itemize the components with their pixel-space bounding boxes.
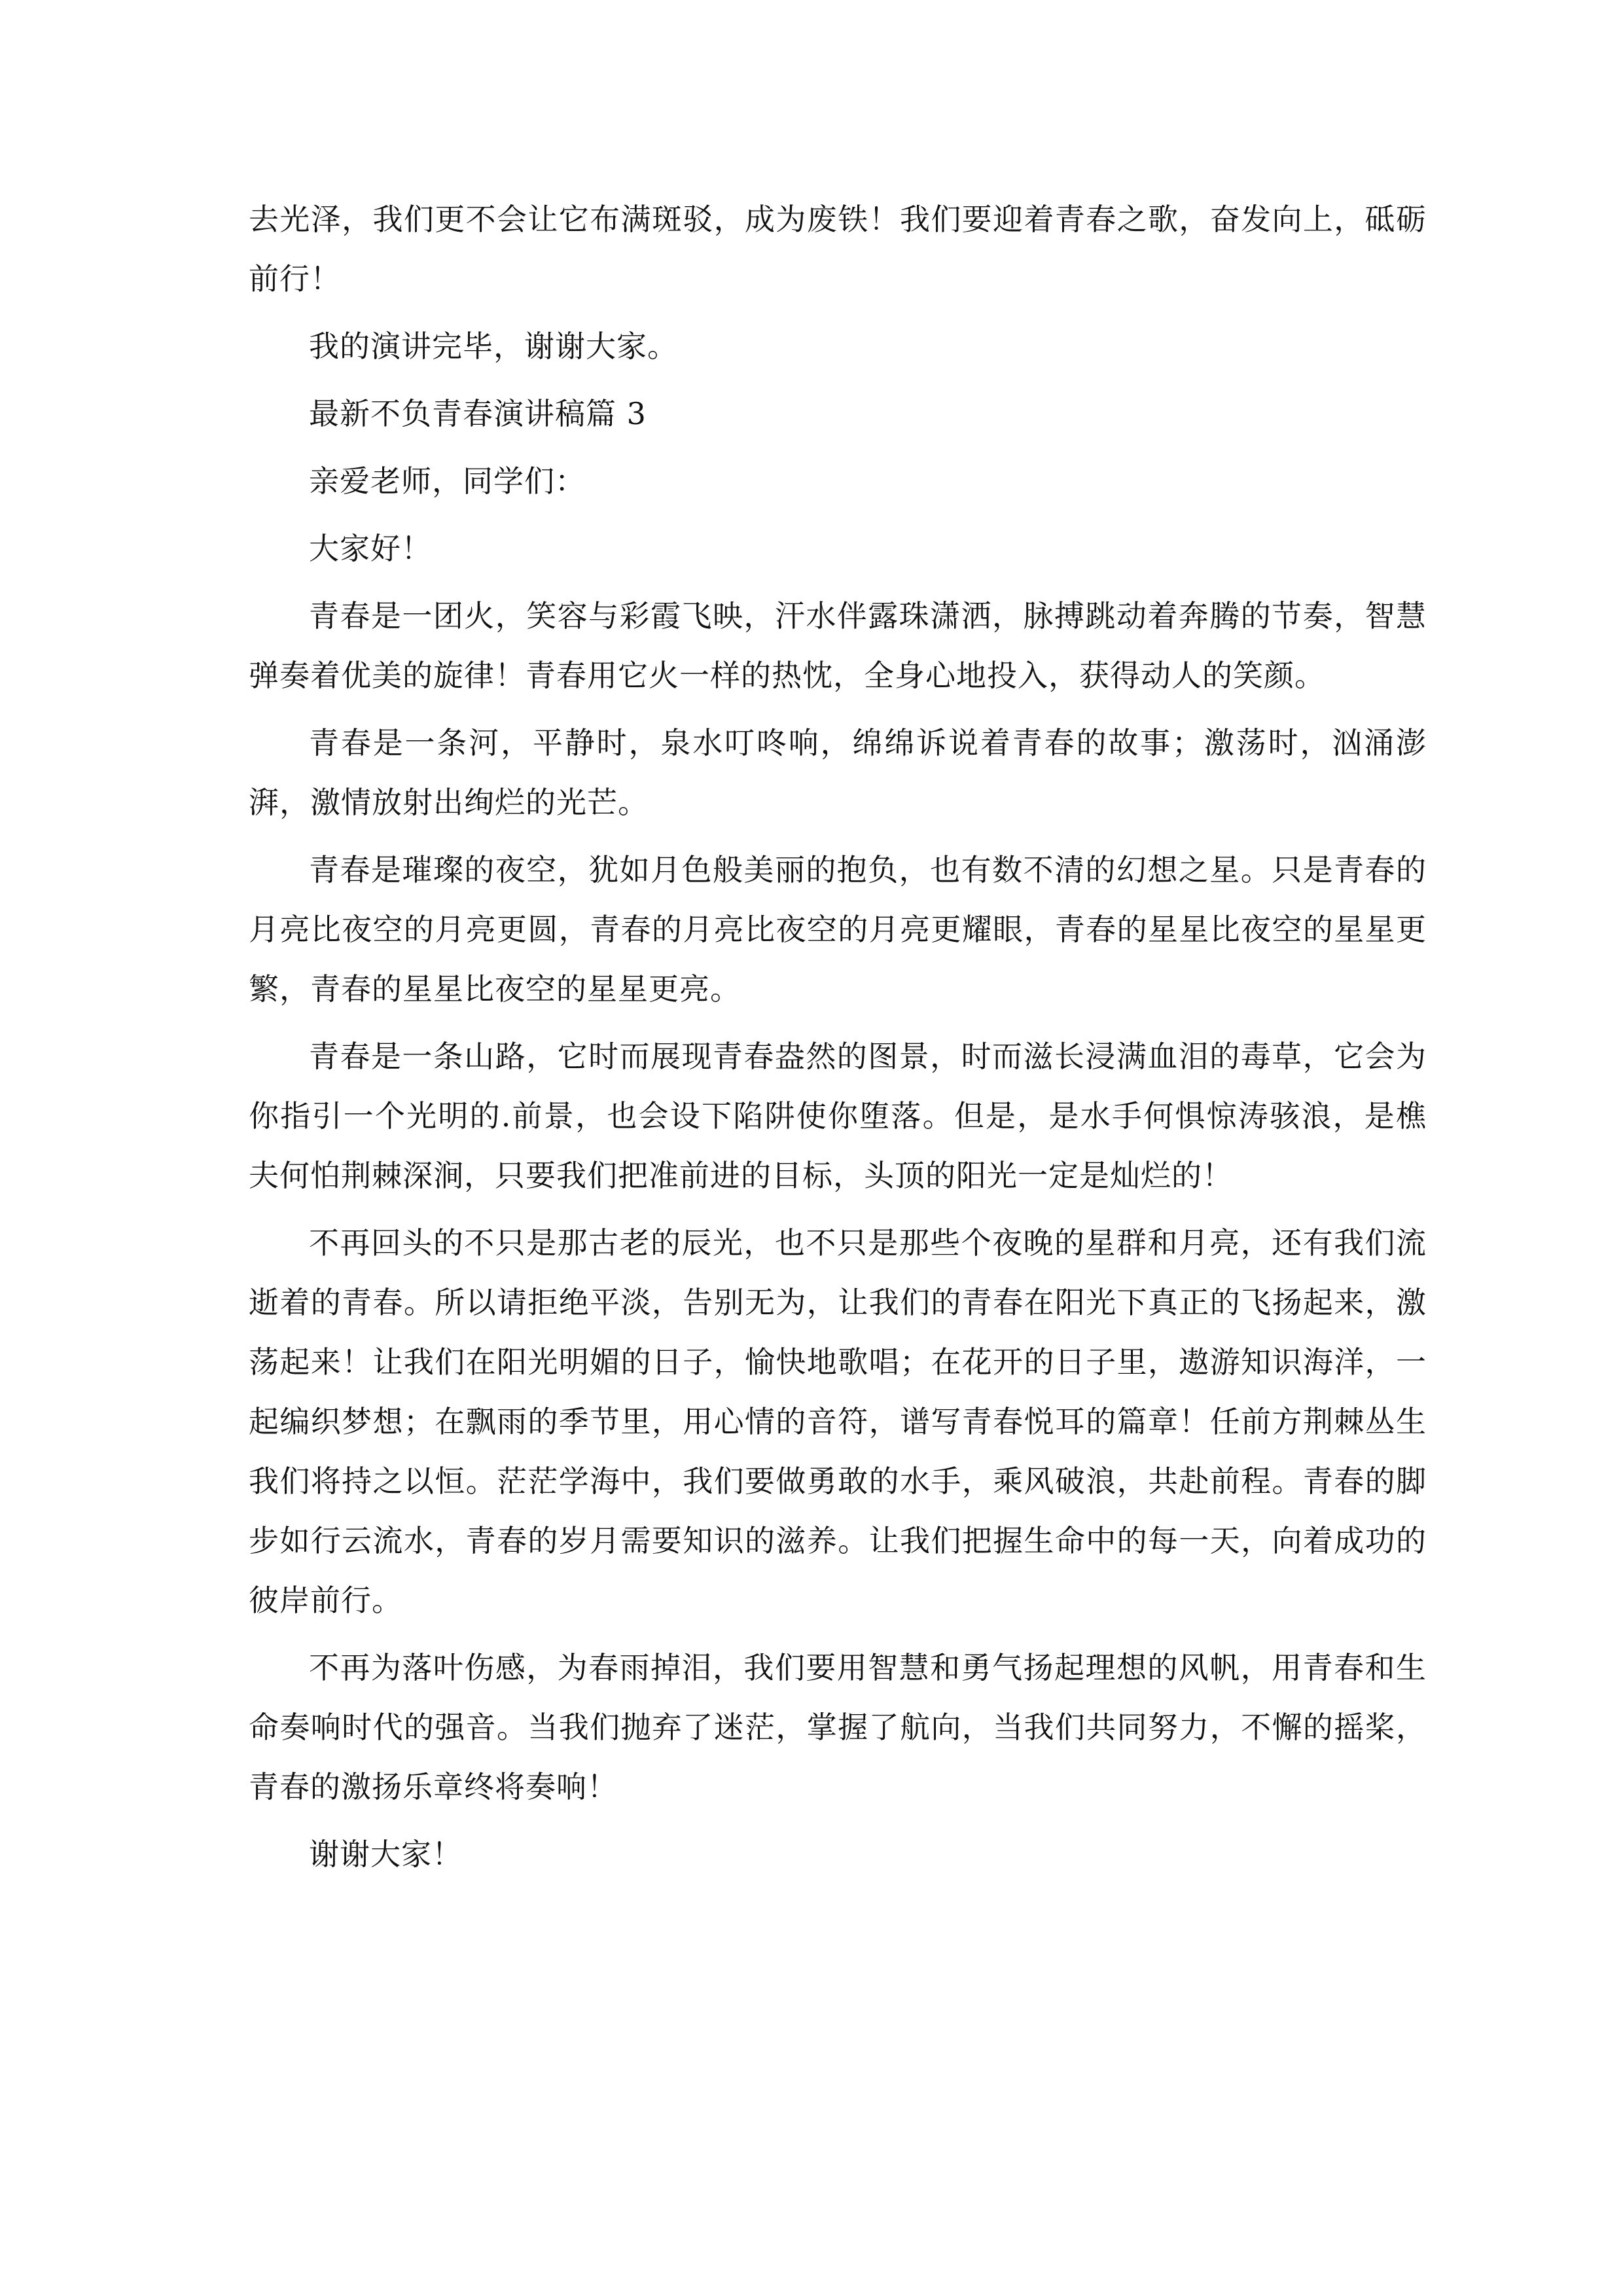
paragraph-no-more-sorrow: 不再为落叶伤感，为春雨掉泪，我们要用智慧和勇气扬起理想的风帆，用青春和生命奏响时代的强音。当我们抛弃了迷茫，掌握了航向，当我们共同努力，不懈的摇桨，青春的激扬乐章终将奏响！: [249, 1650, 1427, 1804]
salutation: 亲爱老师，同学们：: [309, 463, 586, 499]
section-heading: 最新不负青春演讲稿篇 3: [309, 396, 647, 431]
paragraph-youth-night-sky: 青春是璀璨的夜空，犹如月色般美丽的抱负，也有数不清的幻想之星。只是青春的月亮比夜空的月亮更圆，青春的月亮比夜空的月亮更耀眼，青春的星星比夜空的星星更繁，青春的星星比夜空的星星更亮。: [249, 852, 1427, 1007]
paragraph-no-turning-back: 不再回头的不只是那古老的辰光，也不只是那些个夜晚的星群和月亮，还有我们流逝着的青春。所以请拒绝平淡，告别无为，让我们的青春在阳光下真正的飞扬起来，激荡起来！让我们在阳光明媚的日子，愉快地歌唱；在花开的日子里，遨游知识海洋，一起编织梦想；在飘雨的季节里，用心情的音符，谱写青春悦耳的篇章！任前方荆棘丛生我们将持之以恒。茫茫学海中，我们要做勇敢的水手，乘风破浪，共赴前程。青春的脚步如行云流水，青春的岁月需要知识的滋养。让我们把握生命中的每一天，向着成功的彼岸前行。: [249, 1225, 1427, 1618]
document-body: [249, 190, 1427, 1892]
paragraph-youth-river: 青春是一条河，平静时，泉水叮咚响，绵绵诉说着青春的故事；激荡时，汹涌澎湃，激情放射出绚烂的光芒。: [249, 725, 1427, 820]
paragraph-closing-remark: 我的演讲完毕，谢谢大家。: [309, 329, 678, 364]
closing-thanks: 谢谢大家！: [309, 1837, 463, 1872]
paragraph-youth-mountain-road: 青春是一条山路，它时而展现青春盎然的图景，时而滋长浸满血泪的毒草，它会为你指引一个光明的.前景，也会设下陷阱使你堕落。但是，是水手何惧惊涛骇浪，是樵夫何怕荆棘深涧，只要我们把准前进的目标，头顶的阳光一定是灿烂的！: [249, 1039, 1427, 1193]
paragraph-youth-fire: 青春是一团火，笑容与彩霞飞映，汗水伴露珠潇洒，脉搏跳动着奔腾的节奏，智慧弹奏着优美的旋律！青春用它火一样的热忱，全身心地投入，获得动人的笑颜。: [249, 598, 1427, 693]
greeting: 大家好！: [309, 531, 432, 566]
paragraph-continuation: 去光泽，我们更不会让它布满斑驳，成为废铁！我们要迎着青春之歌，奋发向上，砥砺前行！: [249, 202, 1427, 296]
